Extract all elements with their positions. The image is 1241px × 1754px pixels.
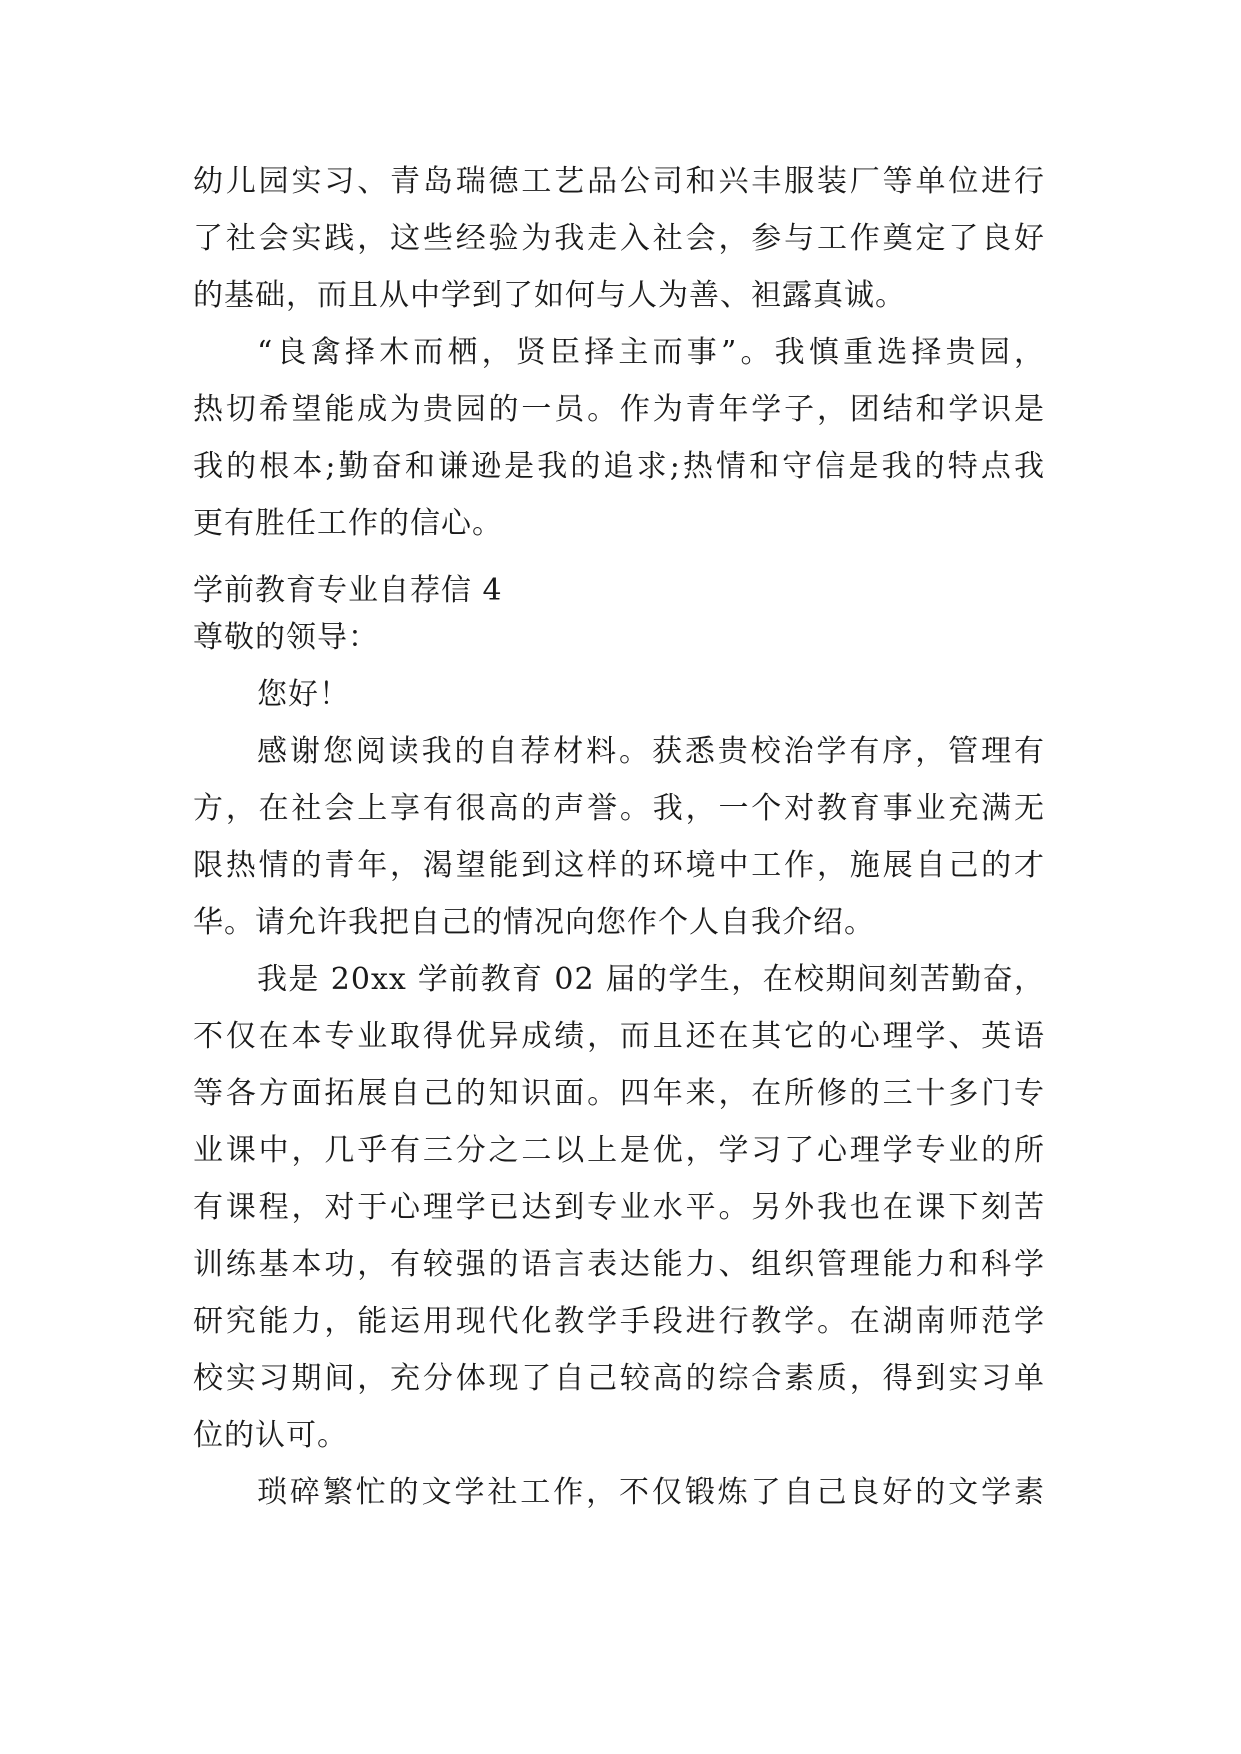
text-line: 不仅在本专业取得优异成绩，而且还在其它的心理学、英语 [193,1019,1045,1054]
section-heading: 学前教育专业自荐信 4 [193,573,503,608]
text-line: 校实习期间，充分体现了自己较高的综合素质，得到实习单 [193,1361,1045,1396]
text-line: 方，在社会上享有很高的声誉。我，一个对教育事业充满无 [193,791,1045,826]
text-line: 有课程，对于心理学已达到专业水平。另外我也在课下刻苦 [193,1190,1045,1225]
text-line: 我是 20xx 学前教育 02 届的学生，在校期间刻苦勤奋， [257,962,1045,997]
text-line: 训练基本功，有较强的语言表达能力、组织管理能力和科学 [193,1247,1045,1282]
text-line: 研究能力，能运用现代化教学手段进行教学。在湖南师范学 [193,1304,1045,1339]
text-line: 更有胜任工作的信心。 [193,506,503,541]
text-line: 业课中，几乎有三分之二以上是优，学习了心理学专业的所 [193,1133,1045,1168]
text-line: 位的认可。 [193,1418,348,1453]
text-line: 感谢您阅读我的自荐材料。获悉贵校治学有序，管理有 [257,734,1045,769]
greeting: 您好！ [257,677,350,712]
text-line: 了社会实践，这些经验为我走入社会，参与工作奠定了良好 [193,221,1045,256]
text-line: 我的根本;勤奋和谦逊是我的追求;热情和守信是我的特点我 [193,449,1045,484]
text-line: 的基础，而且从中学到了如何与人为善、袒露真诚。 [193,278,906,313]
text-line: 热切希望能成为贵园的一员。作为青年学子，团结和学识是 [193,392,1045,427]
text-line: 限热情的青年，渴望能到这样的环境中工作，施展自己的才 [193,848,1045,883]
text-line: 等各方面拓展自己的知识面。四年来，在所修的三十多门专 [193,1076,1045,1111]
text-line: “良禽择木而栖，贤臣择主而事”。我慎重选择贵园， [257,335,1045,370]
text-line: 琐碎繁忙的文学社工作，不仅锻炼了自己良好的文学素 [257,1475,1045,1510]
text-line: 华。请允许我把自己的情况向您作个人自我介绍。 [193,905,875,940]
text-line: 幼儿园实习、青岛瑞德工艺品公司和兴丰服装厂等单位进行 [193,164,1045,199]
salutation: 尊敬的领导： [193,620,379,655]
